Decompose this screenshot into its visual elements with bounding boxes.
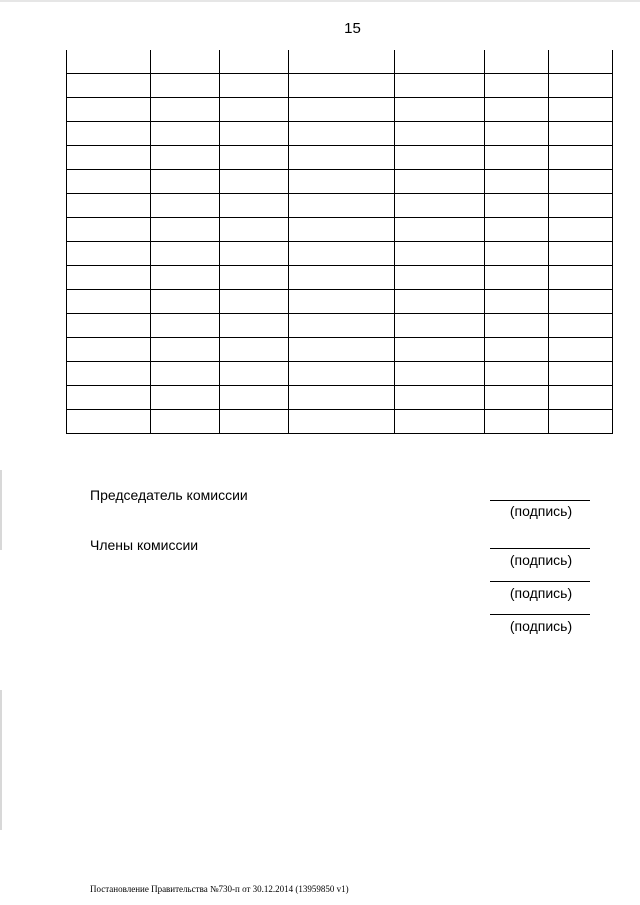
table-cell (67, 98, 151, 122)
table-cell (67, 74, 151, 98)
table-cell (549, 194, 613, 218)
table-cell (67, 290, 151, 314)
table-cell (395, 50, 485, 74)
table-cell (151, 50, 220, 74)
table-cell (289, 410, 395, 434)
table-cell (485, 410, 549, 434)
table-cell (67, 146, 151, 170)
table-cell (289, 290, 395, 314)
table-cell (485, 98, 549, 122)
table-cell (151, 242, 220, 266)
scan-artifact-left (0, 690, 2, 830)
document-footer: Постановление Правительства №730-п от 30.12.2014 (13959850 v1) (90, 884, 349, 894)
table-cell (67, 242, 151, 266)
members-label: Члены комиссии (90, 537, 199, 553)
table-cell (289, 362, 395, 386)
table-cell (220, 98, 289, 122)
table-row (67, 290, 613, 314)
table-cell (289, 386, 395, 410)
page-number: 15 (344, 20, 361, 37)
table-cell (151, 266, 220, 290)
table-cell (485, 362, 549, 386)
signature-caption: (подпись) (509, 552, 573, 568)
table-row (67, 386, 613, 410)
table-row (67, 314, 613, 338)
table-cell (289, 194, 395, 218)
table-cell (485, 74, 549, 98)
table-cell (151, 146, 220, 170)
signature-line (490, 500, 590, 501)
table-cell (549, 50, 613, 74)
table-row (67, 146, 613, 170)
table-cell (67, 314, 151, 338)
signature-caption: (подпись) (509, 503, 573, 519)
table-cell (289, 122, 395, 146)
table-cell (549, 98, 613, 122)
table-cell (549, 362, 613, 386)
table-row (67, 74, 613, 98)
table-cell (67, 266, 151, 290)
table-cell (151, 386, 220, 410)
table-cell (485, 386, 549, 410)
table-cell (395, 146, 485, 170)
table-cell (395, 362, 485, 386)
table-cell (549, 386, 613, 410)
table-cell (549, 122, 613, 146)
table-cell (151, 410, 220, 434)
table-cell (151, 170, 220, 194)
table-cell (67, 386, 151, 410)
table-cell (395, 170, 485, 194)
table-cell (67, 410, 151, 434)
table-cell (395, 242, 485, 266)
table-cell (220, 410, 289, 434)
table-cell (289, 74, 395, 98)
signature-line (490, 581, 590, 582)
table-row (67, 50, 613, 74)
table-row (67, 410, 613, 434)
table-cell (289, 314, 395, 338)
table-cell (289, 242, 395, 266)
signature-line (490, 548, 590, 549)
table-cell (549, 74, 613, 98)
table-cell (395, 74, 485, 98)
table-cell (220, 122, 289, 146)
table-row (67, 122, 613, 146)
table-cell (289, 98, 395, 122)
table-cell (549, 410, 613, 434)
table-cell (549, 242, 613, 266)
table-cell (67, 218, 151, 242)
table-cell (220, 362, 289, 386)
table-row (67, 242, 613, 266)
table-cell (549, 266, 613, 290)
table-cell (220, 338, 289, 362)
table-cell (67, 194, 151, 218)
table-cell (151, 122, 220, 146)
table-cell (485, 242, 549, 266)
table-cell (485, 218, 549, 242)
signature-caption: (подпись) (509, 585, 573, 601)
table-cell (220, 50, 289, 74)
table-cell (395, 218, 485, 242)
table-cell (485, 122, 549, 146)
table-body (67, 50, 613, 434)
signature-caption: (подпись) (509, 618, 573, 634)
table-cell (67, 50, 151, 74)
table-cell (289, 338, 395, 362)
table-cell (395, 266, 485, 290)
table-cell (220, 218, 289, 242)
table-cell (220, 314, 289, 338)
table-cell (220, 386, 289, 410)
table-cell (289, 170, 395, 194)
table-cell (67, 170, 151, 194)
table-cell (549, 170, 613, 194)
table-cell (485, 266, 549, 290)
scan-artifact-top (0, 0, 640, 2)
table-cell (485, 146, 549, 170)
table-cell (220, 74, 289, 98)
chairman-label: Председатель комиссии (90, 487, 248, 503)
table-cell (67, 122, 151, 146)
table-cell (395, 98, 485, 122)
table-cell (395, 290, 485, 314)
table-row (67, 266, 613, 290)
table-cell (395, 386, 485, 410)
table-cell (395, 314, 485, 338)
data-table (66, 50, 613, 434)
table-cell (549, 338, 613, 362)
table-row (67, 338, 613, 362)
scan-artifact-left (0, 470, 2, 550)
table-cell (220, 194, 289, 218)
table-cell (151, 314, 220, 338)
table-cell (151, 74, 220, 98)
table-cell (485, 50, 549, 74)
table-cell (289, 50, 395, 74)
table-row (67, 362, 613, 386)
table-cell (485, 314, 549, 338)
table-row (67, 98, 613, 122)
table-cell (67, 362, 151, 386)
table-cell (395, 410, 485, 434)
table-cell (395, 194, 485, 218)
signature-line (490, 614, 590, 615)
table-cell (395, 122, 485, 146)
table-cell (151, 194, 220, 218)
table-cell (289, 146, 395, 170)
table-cell (220, 290, 289, 314)
table-cell (151, 362, 220, 386)
table-cell (151, 290, 220, 314)
table-cell (220, 266, 289, 290)
table-cell (151, 338, 220, 362)
table-cell (485, 194, 549, 218)
table-cell (549, 314, 613, 338)
table-row (67, 218, 613, 242)
table-cell (220, 242, 289, 266)
table-cell (485, 290, 549, 314)
table-cell (220, 146, 289, 170)
table-cell (220, 170, 289, 194)
table-row (67, 170, 613, 194)
table-cell (289, 218, 395, 242)
table-cell (549, 290, 613, 314)
table-cell (151, 98, 220, 122)
table-row (67, 194, 613, 218)
table-cell (485, 170, 549, 194)
table-cell (549, 218, 613, 242)
table-cell (395, 338, 485, 362)
table-cell (151, 218, 220, 242)
table-cell (485, 338, 549, 362)
table-cell (549, 146, 613, 170)
table-cell (289, 266, 395, 290)
table-cell (67, 338, 151, 362)
